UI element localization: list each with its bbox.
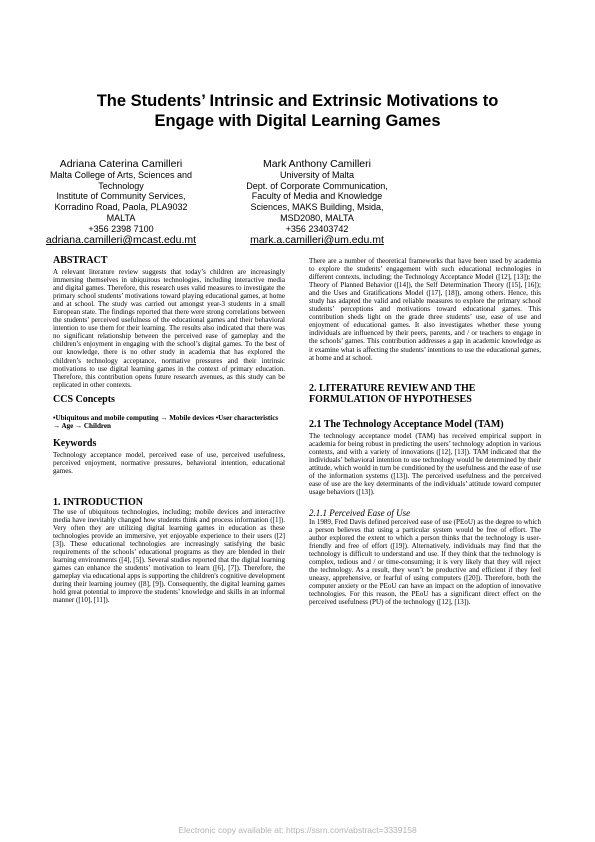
author-affiliation: MSD2080, MALTA — [280, 212, 354, 223]
author-affiliation: University of Malta — [279, 170, 355, 180]
author-affiliation: Dept. of Corporate Communication, — [246, 180, 388, 191]
author-affiliation: Malta College of Arts, Sciences and — [49, 170, 193, 180]
author-phone: +356 2398 7100 — [88, 223, 154, 234]
subsection-2-1-text: The technology acceptance model (TAM) has received empirical support in academia for being robust in predicting the users’ technology adoption in various contexts, and with a variety of innovations ([12], [13]). TAM indicated that the individuals’ behavioral intention to use technology would be determined by their attitude, which would in turn be conditioned by the usefulness and the ease of use of the information systems ([13]). The perceived usefulness and the perceived ease of use are the key determinants of the individuals’ attitude toward computer usage behaviors ([13]). — [309, 431, 541, 496]
right-column — [309, 257, 541, 607]
abstract-text: A relevant literature review suggests that today’s children are increasingly immersing themselves in ubiquitous technologies, including interactive media and digital games. Therefore, this research uses valid measures to investigate the primary school students’ motivations toward playing educational games, at home and at school. The study was carried out amongst year-3 students in a small European state. The findings reported that there were strong correlations between the students’ perceived usefulness of the educational games and their behavioral intention to use them for their learning. The results also indicated that there was no significant relationship between the perceived ease of gameplay and the children’s enjoyment in engaging with the school’s digital games. To the best of our knowledge, there is no other study in academia that has explored the children’s technology acceptance, normative pressures and their intrinsic motivations to use digital learning games in the context of primary education. Therefore, this contribution opens future research avenues, as this study can be replicated in other contexts. — [53, 268, 285, 389]
keywords-heading: Keywords — [53, 437, 97, 449]
author-affiliation: Institute of Community Services, — [56, 191, 186, 202]
author-name: Adriana Caterina Camilleri — [59, 158, 183, 170]
ccs-heading: CCS Concepts — [53, 393, 115, 405]
left-column — [53, 255, 285, 605]
introduction-heading: 1. INTRODUCTION — [53, 496, 144, 508]
author-phone: +356 23403742 — [285, 223, 349, 234]
author-email-link[interactable]: mark.a.camilleri@um.edu.mt — [250, 234, 384, 247]
subsection-2-1-1-heading: 2.1.1 Perceived Ease of Use — [309, 507, 411, 518]
abstract-heading: ABSTRACT — [53, 255, 108, 266]
introduction-text: The use of ubiquitous technologies, including; mobile devices and interactive media have inevitably changed how students think and process information ([1]). Very often they are utilizing digital learning games in education as these technologies provide an immersive, yet enjoyable experience to their users ([2] [3]). These educational technologies are increasingly satisfying the basic requirements of the schools’ educational programs as they are blended in their learning environments ([4], [5]). Several studies reported that the digital learning games can enhance the students’ motivation to learn ([6], [7]). Therefore, the gameplay via educational apps is supporting the children's cognitive development during their learning journey ([8], [9]). Consequently, the digital learning games hold great potential to improve the students’ knowledge and skills in an informal manner ([10], [11]). — [53, 507, 285, 605]
author-affiliation: Faculty of Media and Knowledge — [251, 191, 383, 202]
author-block-2 — [222, 158, 412, 247]
ccs-text: •Ubiquitous and mobile computing → Mobile devices •User characteristics → Age → Children — [53, 413, 279, 430]
subsection-2-1-1-text: In 1989, Fred Davis defined perceived ease of use (PEoU) as the degree to which a person believes that using a particular system would be free of effort. The author explored the extent to which a person thinks that the technology is user-friendly and free of effort ([19]). Alternatively, individuals may find that the technology is difficult to understand and use. If they think that the technology is complex, tedious and / or time-consuming; it is very likely that they will reject the technology. As a result, they won’t be productive and efficient if they feel uneasy, apprehensive, or fearful of using computers ([20]). Therefore, both the computer anxiety or the PEoU can have an impact on the adoption of innovative technologies. For this reason, the PEoU has a significant direct effect on the perceived usefulness (PU) of the technology ([12], [13]). — [309, 517, 541, 607]
author-email-link[interactable]: adriana.camilleri@mcast.edu.mt — [45, 234, 197, 247]
subsection-2-1-heading: 2.1 The Technology Acceptance Model (TAM) — [309, 418, 504, 430]
author-name: Mark Anthony Camilleri — [263, 158, 371, 170]
paper-title — [40, 91, 555, 131]
title-line-1: The Students’ Intrinsic and Extrinsic Motivations to — [96, 92, 499, 110]
author-block-1 — [26, 158, 216, 247]
ssrn-footer: Electronic copy available at: https://ssrn.com/abstract=3339158 — [178, 825, 417, 835]
section-2-heading-line-1: 2. LITERATURE REVIEW AND THE — [309, 382, 476, 394]
author-affiliation: Sciences, MAKS Building, Msida, — [250, 202, 384, 213]
title-line-2: Engage with Digital Learning Games — [154, 112, 441, 130]
author-affiliation: MALTA — [106, 212, 136, 223]
author-affiliation: Technology — [98, 180, 144, 191]
section-2-heading-line-2: FORMULATION OF HYPOTHESES — [309, 393, 472, 405]
author-affiliation: Korradino Road, Paola, PLA9032 — [54, 202, 188, 213]
keywords-text: Technology acceptance model, perceived ease of use, perceived usefulness, perceived enjoyment, normative pressures, behavioral intention, educational games. — [53, 450, 285, 475]
intro-continued-text: There are a number of theoretical frameworks that have been used by academia to explore the students’ engagement with such educational technologies in different contexts, including; the Technology Acceptance Model ([12], [13]); the Theory of Planned Behavior ([14]), the Self Determination Theory ([15], [16]); and the Uses and Gratifications Model ([17], [18]), among others. Hence, this study has adapted the valid and reliable measures to explore the primary school students’ perceptions and motivations toward educational games. This contribution sheds light on the grade three students’ use, ease of use and enjoyment of educational games. It also investigates whether these young individuals are influenced by their peers, parents, and / or teachers to engage in the schools’ games. This contribution addresses a gap in academic knowledge as it examine what is affecting the students’ intentions to use the educational games, at home and at school. — [309, 257, 541, 362]
section-2-heading — [309, 383, 541, 405]
